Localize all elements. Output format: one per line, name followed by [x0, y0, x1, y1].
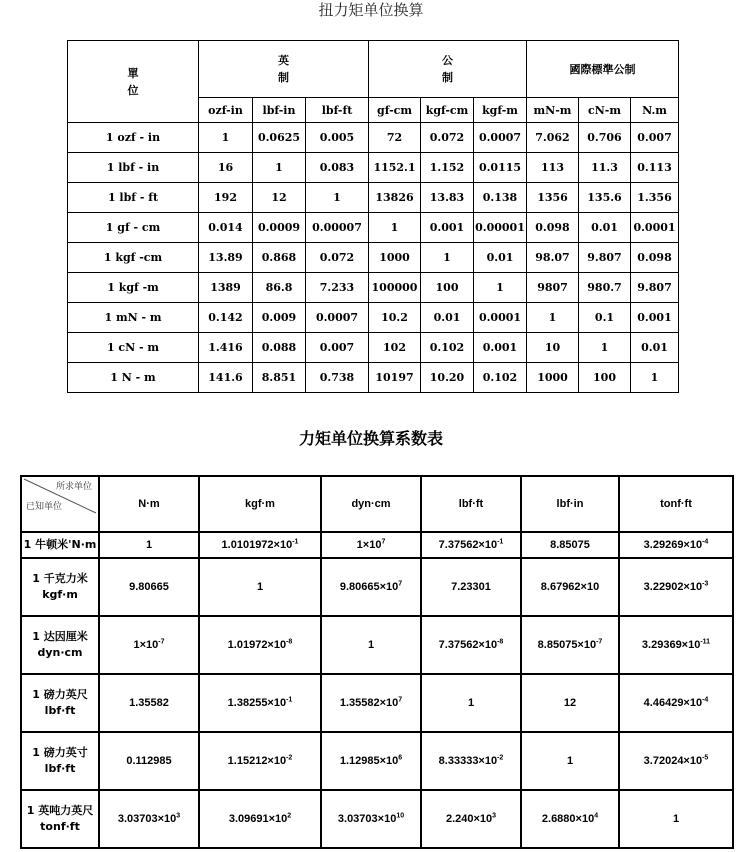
group-label-line: 英 — [278, 54, 289, 67]
value-exponent: -11 — [700, 638, 711, 646]
table-row — [68, 213, 679, 243]
value-base: 8.85075×10 — [537, 639, 597, 651]
value-exponent: -4 — [702, 696, 709, 704]
value-base: 1 — [467, 697, 475, 709]
table-cell: 0.868 — [253, 243, 306, 273]
table-cell: 0.0001 — [631, 213, 679, 243]
value-base: 4.46429×10 — [643, 697, 703, 709]
value-exponent: -8 — [286, 638, 293, 646]
column-header: tonf·ft — [619, 476, 733, 532]
table-cell: 1 — [306, 183, 369, 213]
table-cell: 0.001 — [631, 303, 679, 333]
table-cell — [421, 616, 521, 674]
value-base: 1×10 — [356, 539, 382, 551]
table-cell: 0.138 — [474, 183, 527, 213]
table-cell — [99, 532, 199, 558]
table-row — [68, 333, 679, 363]
table-cell: 1152.1 — [369, 153, 421, 183]
table-cell: 0.072 — [306, 243, 369, 273]
table-cell: 72 — [369, 123, 421, 153]
table-cell: 0.088 — [253, 333, 306, 363]
value-base: 2.240×10 — [445, 813, 493, 825]
section-title-coefficient-table: 力矩单位换算系数表 — [298, 429, 443, 448]
row-label — [21, 674, 99, 732]
table-cell — [321, 790, 421, 848]
table-cell — [521, 790, 619, 848]
table-cell: 1.152 — [421, 153, 474, 183]
row-label-line: kgf·m — [42, 588, 78, 601]
table-cell — [619, 558, 733, 616]
table-cell: 0.00007 — [306, 213, 369, 243]
value-base: 7.37562×10 — [438, 639, 498, 651]
table-cell: 0.142 — [199, 303, 253, 333]
table-cell: 0.014 — [199, 213, 253, 243]
table-cell: 0.0009 — [253, 213, 306, 243]
table-cell: 100 — [421, 273, 474, 303]
value-base: 1.15212×10 — [227, 755, 287, 767]
row-label: 1 gf - cm — [68, 213, 199, 243]
row-label: 1 kgf -cm — [68, 243, 199, 273]
table-cell — [521, 674, 619, 732]
value-exponent: -2 — [286, 754, 293, 762]
table-cell: 1.416 — [199, 333, 253, 363]
table-cell — [521, 732, 619, 790]
value-exponent: 10 — [396, 812, 405, 820]
table-cell — [421, 532, 521, 558]
column-header: lbf-in — [253, 98, 306, 123]
value-base: 9.80665×10 — [339, 581, 399, 593]
table-cell: 98.07 — [527, 243, 579, 273]
row-label: 1 ozf - in — [68, 123, 199, 153]
table-cell — [99, 732, 199, 790]
table-cell: 0.0007 — [474, 123, 527, 153]
table-cell — [321, 732, 421, 790]
table-cell: 1 — [527, 303, 579, 333]
row-label — [21, 790, 99, 848]
value-exponent: 4 — [594, 812, 599, 820]
table-cell: 113 — [527, 153, 579, 183]
table-cell: 0.001 — [474, 333, 527, 363]
value-base: 7.37562×10 — [438, 539, 498, 551]
table-cell: 0.005 — [306, 123, 369, 153]
table-cell: 13.89 — [199, 243, 253, 273]
value-base: 8.33333×10 — [438, 755, 498, 767]
table-cell: 10.20 — [421, 363, 474, 393]
value-exponent: -1 — [497, 538, 504, 546]
column-header: lbf·in — [521, 476, 619, 532]
table-cell: 1 — [579, 333, 631, 363]
value-base: 1.01972×10 — [227, 639, 287, 651]
table-cell — [619, 732, 733, 790]
table-cell: 0.113 — [631, 153, 679, 183]
group-label-line: 制 — [442, 71, 453, 84]
table-cell: 1 — [369, 213, 421, 243]
table-cell: 980.7 — [579, 273, 631, 303]
table-cell — [199, 732, 321, 790]
value-base: 1 — [145, 539, 153, 551]
table-cell: 1 — [199, 123, 253, 153]
value-base: 1 — [672, 813, 680, 825]
table-cell: 141.6 — [199, 363, 253, 393]
value-exponent: -1 — [292, 538, 299, 546]
value-base: 3.29369×10 — [641, 639, 701, 651]
table-row — [21, 616, 733, 674]
value-base: 7.23301 — [451, 581, 491, 593]
value-exponent: -3 — [702, 580, 709, 588]
row-label-line: 1 牛顿米'N·m — [23, 538, 97, 551]
row-label — [21, 616, 99, 674]
value-base: 1×10 — [133, 639, 159, 651]
group-header-metric — [369, 41, 527, 98]
table-cell — [199, 616, 321, 674]
table-cell: 10 — [527, 333, 579, 363]
table-cell: 9807 — [527, 273, 579, 303]
value-exponent: -2 — [497, 754, 504, 762]
table-cell: 86.8 — [253, 273, 306, 303]
table-row — [21, 732, 733, 790]
value-base: 3.09691×10 — [228, 813, 288, 825]
row-label: 1 lbf - in — [68, 153, 199, 183]
table-cell: 7.233 — [306, 273, 369, 303]
column-header: cN-m — [579, 98, 631, 123]
value-base: 12 — [563, 697, 577, 709]
table-cell — [619, 616, 733, 674]
column-header: gf-cm — [369, 98, 421, 123]
value-base: 8.85075 — [550, 539, 590, 551]
table-row — [21, 674, 733, 732]
table-cell: 13826 — [369, 183, 421, 213]
table-row — [68, 183, 679, 213]
value-base: 1 — [256, 581, 264, 593]
table-cell: 0.072 — [421, 123, 474, 153]
row-label-line: 1 千克力米 — [32, 572, 88, 585]
table-cell — [421, 558, 521, 616]
table-cell — [421, 674, 521, 732]
table-row — [68, 243, 679, 273]
value-base: 9.80665 — [129, 581, 169, 593]
value-base: 2.6880×10 — [541, 813, 595, 825]
column-header: N.m — [631, 98, 679, 123]
table-cell — [199, 532, 321, 558]
unit-header-line: 單 — [127, 66, 139, 80]
value-exponent: 7 — [381, 538, 386, 546]
table-cell: 0.01 — [579, 213, 631, 243]
table-row — [68, 273, 679, 303]
table-cell: 0.738 — [306, 363, 369, 393]
corner-known-unit: 已知单位 — [26, 501, 63, 511]
row-label: 1 lbf - ft — [68, 183, 199, 213]
table-cell: 0.102 — [474, 363, 527, 393]
value-base: 3.22902×10 — [643, 581, 703, 593]
row-label-line: dyn·cm — [37, 646, 83, 659]
column-header: lbf·ft — [421, 476, 521, 532]
value-base: 1 — [566, 755, 574, 767]
column-header: ozf-in — [199, 98, 253, 123]
table-cell: 9.807 — [579, 243, 631, 273]
table-cell: 0.00001 — [474, 213, 527, 243]
table-cell: 16 — [199, 153, 253, 183]
corner-target-unit: 所求单位 — [55, 481, 92, 491]
value-base: 3.72024×10 — [643, 755, 703, 767]
table-cell: 135.6 — [579, 183, 631, 213]
value-exponent: -4 — [702, 538, 709, 546]
row-label-line: tonf·ft — [40, 820, 80, 833]
column-header: N·m — [99, 476, 199, 532]
table-cell: 100000 — [369, 273, 421, 303]
group-header-si — [527, 41, 679, 98]
table-cell: 1000 — [369, 243, 421, 273]
value-exponent: -7 — [596, 638, 603, 646]
table-cell: 0.0625 — [253, 123, 306, 153]
group-label-line: 國際標準公制 — [569, 62, 636, 76]
table-cell: 10.2 — [369, 303, 421, 333]
row-label: 1 mN - m — [68, 303, 199, 333]
table-cell: 8.851 — [253, 363, 306, 393]
value-exponent: -1 — [286, 696, 293, 704]
value-exponent: -7 — [158, 638, 165, 646]
column-header: dyn·cm — [321, 476, 421, 532]
table-cell: 0.706 — [579, 123, 631, 153]
table-cell: 0.001 — [421, 213, 474, 243]
row-label — [21, 532, 99, 558]
value-base: 1 — [367, 639, 375, 651]
table-cell — [199, 790, 321, 848]
table-cell: 0.007 — [631, 123, 679, 153]
value-base: 3.29269×10 — [643, 539, 703, 551]
value-base: 3.03703×10 — [337, 813, 397, 825]
unit-header-line: 位 — [127, 83, 139, 97]
value-base: 8.67962×10 — [540, 581, 600, 593]
table-cell: 0.01 — [421, 303, 474, 333]
group-label-line: 制 — [278, 71, 289, 84]
table-cell: 1356 — [527, 183, 579, 213]
column-header: kgf·m — [199, 476, 321, 532]
table-cell: 0.0115 — [474, 153, 527, 183]
column-header: kgf-cm — [421, 98, 474, 123]
table-cell: 1 — [474, 273, 527, 303]
row-label-line: lbf·ft — [44, 762, 76, 775]
table-row — [68, 363, 679, 393]
table-cell: 192 — [199, 183, 253, 213]
column-header-row — [21, 476, 733, 532]
row-label-line: 1 磅力英寸 — [32, 746, 88, 759]
table-cell: 7.062 — [527, 123, 579, 153]
table-cell: 0.0007 — [306, 303, 369, 333]
table-cell — [99, 558, 199, 616]
table-cell: 0.01 — [631, 333, 679, 363]
value-exponent: -5 — [702, 754, 709, 762]
value-base: 1.35582 — [129, 697, 169, 709]
table-cell: 102 — [369, 333, 421, 363]
row-label — [21, 732, 99, 790]
row-label — [21, 558, 99, 616]
table-cell — [321, 532, 421, 558]
row-label-line: 1 磅力英尺 — [32, 688, 88, 701]
table-cell — [199, 558, 321, 616]
table-cell — [521, 558, 619, 616]
column-header: lbf-ft — [306, 98, 369, 123]
table-cell — [521, 616, 619, 674]
value-base: 3.03703×10 — [117, 813, 177, 825]
table-cell: 0.083 — [306, 153, 369, 183]
value-exponent: 7 — [398, 696, 403, 704]
table-cell — [521, 532, 619, 558]
unit-header — [68, 41, 199, 123]
table-cell: 0.1 — [579, 303, 631, 333]
table-cell — [321, 674, 421, 732]
row-label: 1 kgf -m — [68, 273, 199, 303]
table-cell: 0.0001 — [474, 303, 527, 333]
table-row — [21, 790, 733, 848]
table-cell — [99, 790, 199, 848]
table-row — [21, 532, 733, 558]
value-exponent: 2 — [287, 812, 292, 820]
value-exponent: 7 — [398, 580, 403, 588]
column-header: mN-m — [527, 98, 579, 123]
table-cell — [619, 790, 733, 848]
page-title-torque-conversion: 扭力矩单位换算 — [318, 1, 424, 19]
table-cell: 13.83 — [421, 183, 474, 213]
row-label-line: 1 达因厘米 — [32, 630, 88, 643]
value-base: 0.112985 — [126, 755, 172, 767]
table-cell: 1 — [421, 243, 474, 273]
table-cell: 9.807 — [631, 273, 679, 303]
table-cell: 100 — [579, 363, 631, 393]
table-row — [68, 303, 679, 333]
value-base: 1.12985×10 — [339, 755, 399, 767]
value-exponent: -8 — [497, 638, 504, 646]
table-cell: 1 — [253, 153, 306, 183]
table-cell: 0.098 — [631, 243, 679, 273]
value-base: 1.35582×10 — [339, 697, 399, 709]
table-cell — [199, 674, 321, 732]
row-label: 1 N - m — [68, 363, 199, 393]
row-label-line: lbf·ft — [44, 704, 76, 717]
table-cell — [619, 674, 733, 732]
group-header-imperial — [199, 41, 369, 98]
value-exponent: 3 — [176, 812, 181, 820]
group-header-row — [68, 41, 679, 98]
corner-header — [21, 476, 99, 532]
table-cell — [619, 532, 733, 558]
value-exponent: 3 — [492, 812, 497, 820]
group-label-line: 公 — [442, 54, 453, 67]
table-cell — [321, 558, 421, 616]
torque-unit-conversion-table — [67, 40, 679, 393]
value-base: 1.38255×10 — [227, 697, 287, 709]
table-cell: 1 — [631, 363, 679, 393]
table-row — [68, 153, 679, 183]
row-label: 1 cN - m — [68, 333, 199, 363]
table-cell — [421, 732, 521, 790]
table-cell: 10197 — [369, 363, 421, 393]
table-cell: 0.098 — [527, 213, 579, 243]
table-row — [68, 123, 679, 153]
table-cell — [99, 616, 199, 674]
table-row — [21, 558, 733, 616]
torque-coefficient-table — [20, 475, 734, 849]
table-cell: 12 — [253, 183, 306, 213]
table-cell — [99, 674, 199, 732]
table-cell: 0.009 — [253, 303, 306, 333]
table-cell: 0.102 — [421, 333, 474, 363]
table-cell: 0.01 — [474, 243, 527, 273]
table-cell: 1.356 — [631, 183, 679, 213]
table-cell: 1000 — [527, 363, 579, 393]
value-base: 1.0101972×10 — [221, 539, 293, 551]
table-cell: 1389 — [199, 273, 253, 303]
table-cell — [321, 616, 421, 674]
row-label-line: 1 英吨力英尺 — [26, 804, 94, 817]
column-header: kgf-m — [474, 98, 527, 123]
table-cell: 0.007 — [306, 333, 369, 363]
value-exponent: 6 — [398, 754, 403, 762]
table-cell — [421, 790, 521, 848]
table-cell: 11.3 — [579, 153, 631, 183]
